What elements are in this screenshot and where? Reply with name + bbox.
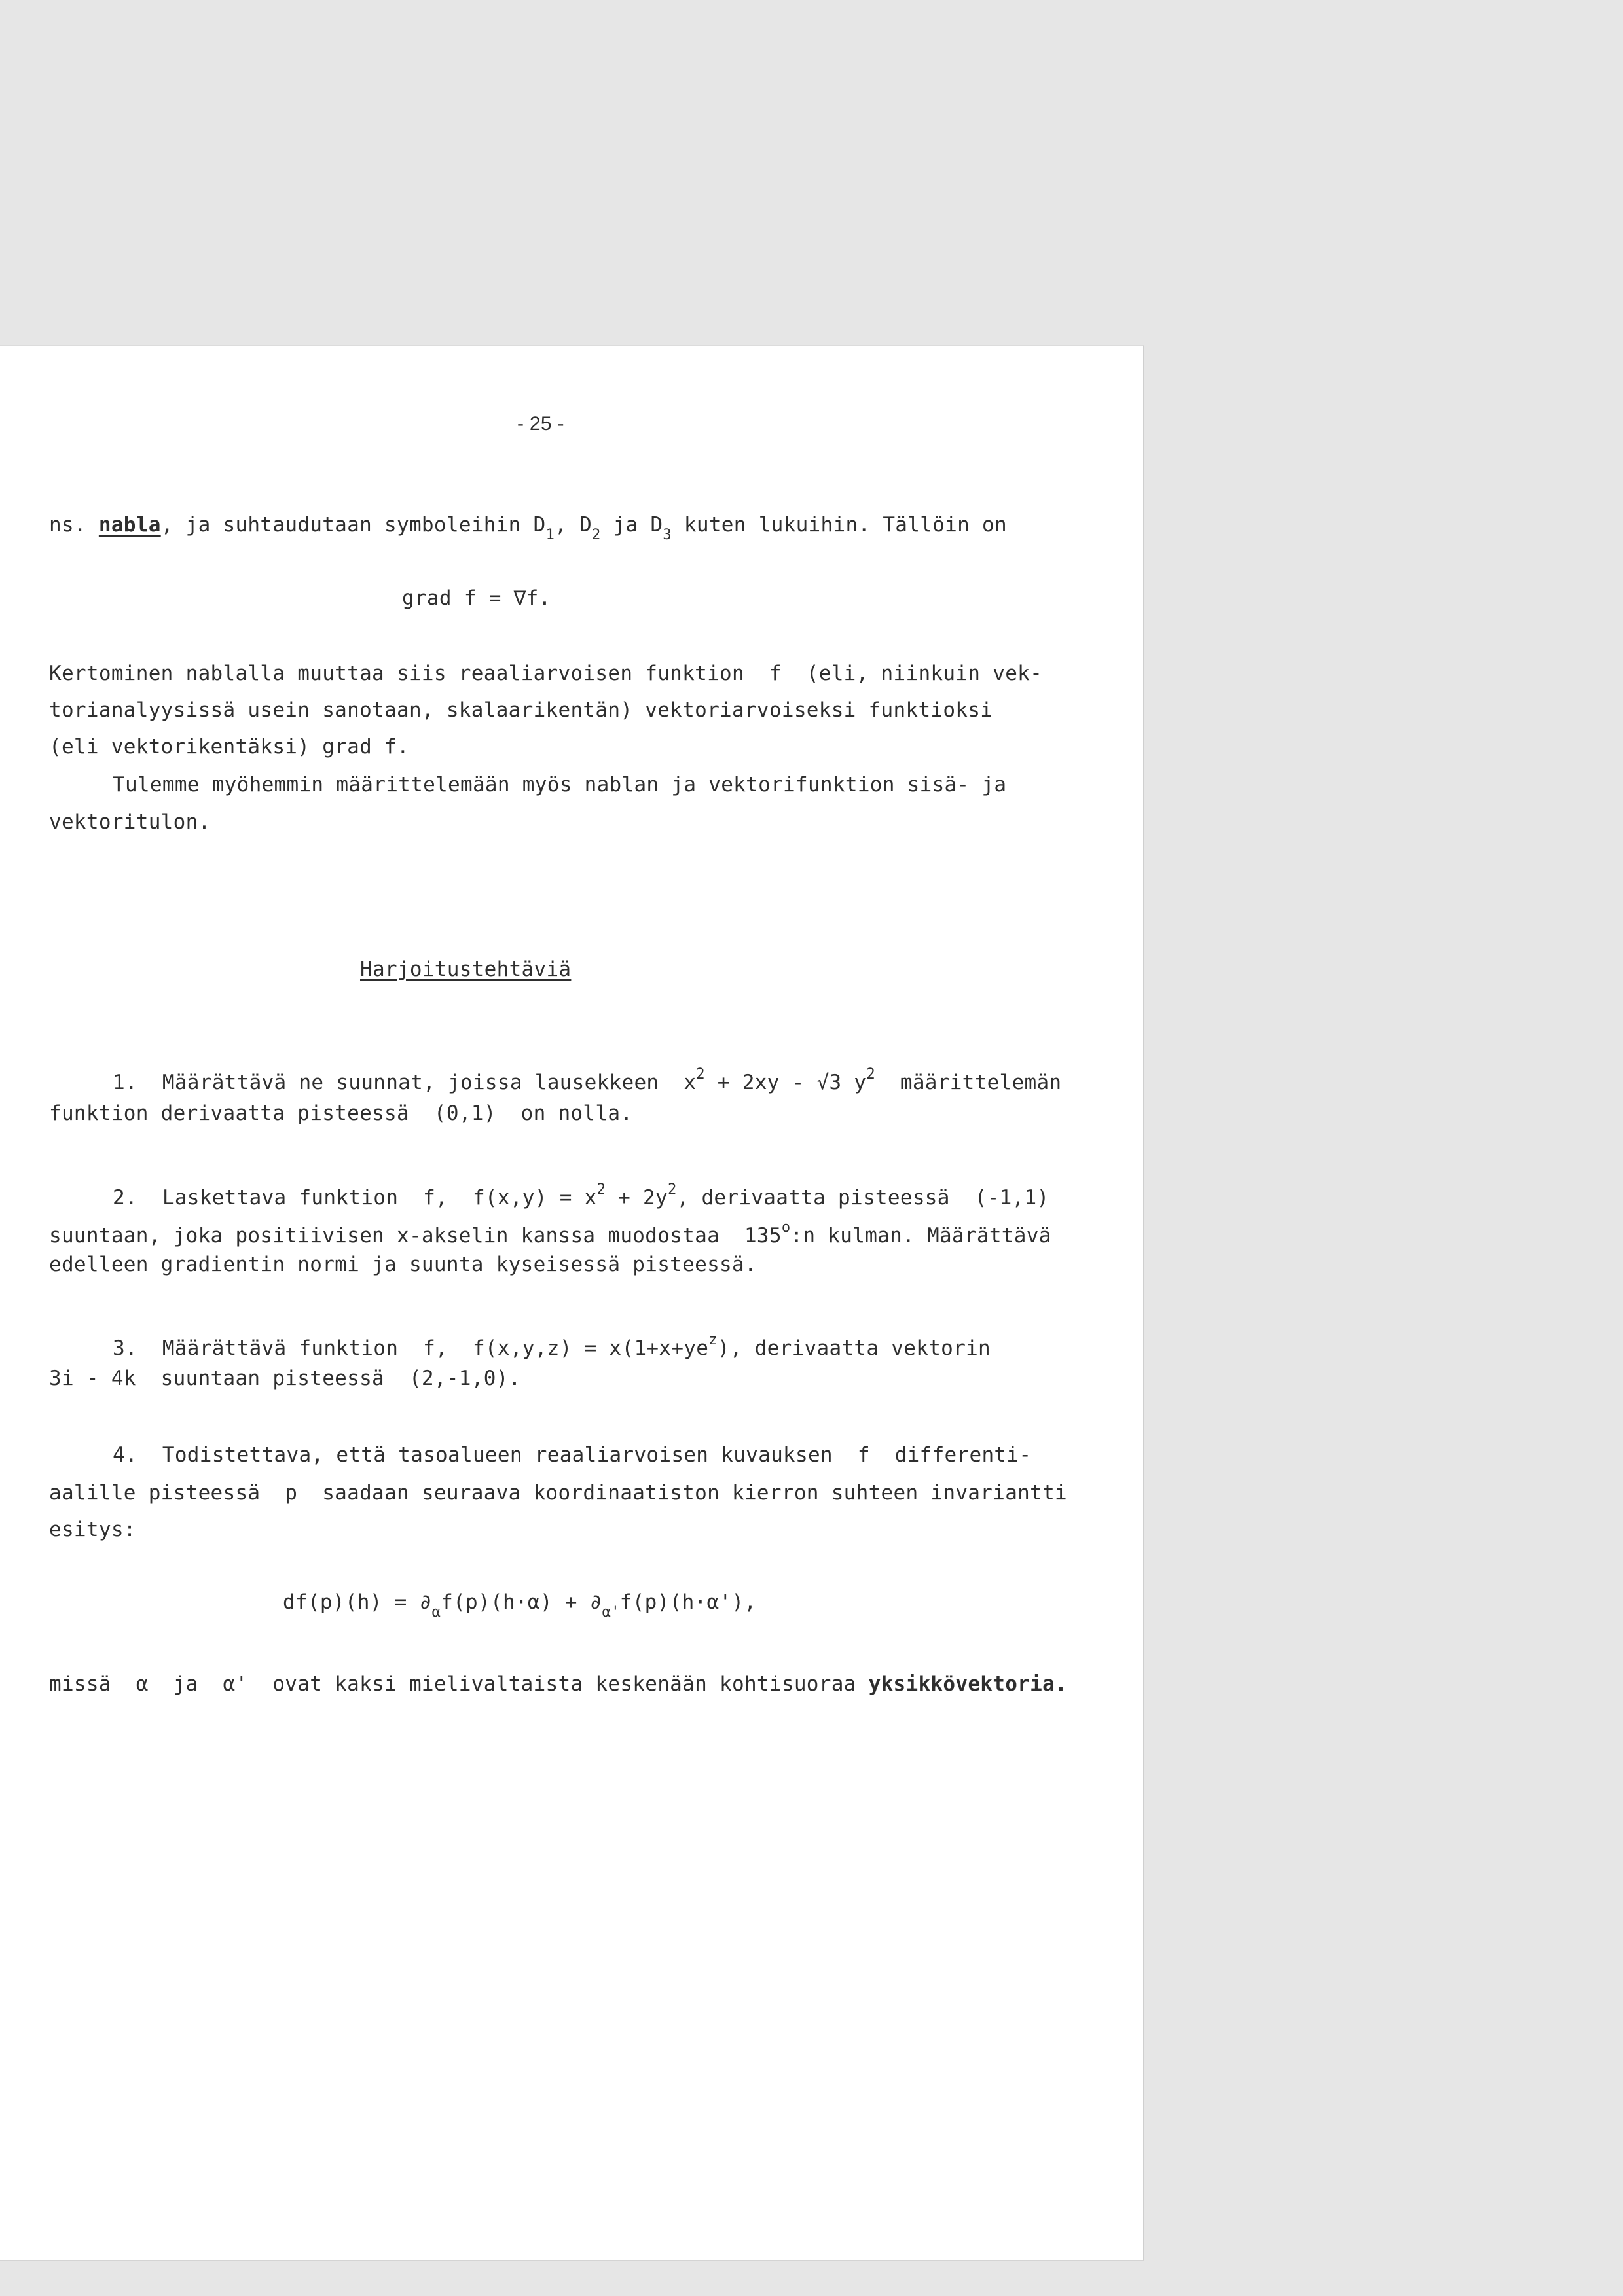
exercise-4-line-1: 4. Todistettava, että tasoalueen reaaliarvoisen kuvauksen f differenti- [113, 1443, 1032, 1467]
ex1-text-a: 1. Määrättävä ne suunnat, joissa lausekkeen x [113, 1071, 697, 1094]
exercise-3-line-2: 3i - 4k suuntaan pisteessä (2,-1,0). [49, 1367, 521, 1390]
exercise-3-line-1 [113, 1329, 991, 1360]
ex2-text-a: 2. Laskettava funktion f, f(x,y) = x [113, 1186, 597, 1210]
grad-equation: grad f = ∇f. [402, 586, 551, 610]
exercise-4-line-2: aalille pisteessä p saadaan seuraava koordinaatiston kierron suhteen invariantti [49, 1481, 1068, 1505]
formula-text-a: df(p)(h) = ∂ [283, 1590, 432, 1614]
intro-p2-line-3: (eli vektorikentäksi) grad f. [49, 735, 409, 759]
exercise-2-line-2 [49, 1216, 1051, 1247]
subscript-2: 2 [592, 527, 601, 543]
ex3-text-a: 3. Määrättävä funktion f, f(x,y,z) = x(1+x+ye [113, 1336, 709, 1360]
separator: , [555, 513, 580, 537]
formula-sub-alpha: α [431, 1604, 441, 1621]
ex3-text-b: ), derivaatta vektorin [717, 1336, 991, 1360]
ex1-text-c: määrittelemän [875, 1071, 1062, 1094]
exercise-1-line-1 [113, 1063, 1061, 1094]
ex2-sup-b: 2 [667, 1181, 677, 1198]
differential-formula [283, 1590, 756, 1624]
exercise-4-line-3: esitys: [49, 1518, 136, 1541]
intro-line-1 [49, 513, 1007, 547]
exercise-2-line-3: edelleen gradientin normi ja suunta kyseisessä pisteessä. [49, 1253, 757, 1276]
text-middle: , ja suhtaudutaan symboleihin [160, 513, 534, 537]
ex2-l2-text-a: suuntaan, joka positiivisen x-akselin kanssa muodostaa 135 [49, 1224, 782, 1247]
ex2-text-b: + 2y [606, 1186, 668, 1210]
paper-sheet [0, 345, 1144, 2261]
exercise-2-line-1 [113, 1178, 1049, 1210]
formula-text-b: f(p)(h·α) + ∂ [441, 1590, 602, 1614]
subscript-3: 3 [663, 527, 672, 543]
conjunction: ja [600, 513, 651, 537]
ex1-sup-a: 2 [696, 1066, 705, 1083]
ex3-sup: z [708, 1332, 718, 1348]
ex1-sup-b: 2 [866, 1066, 875, 1083]
last-line-text: missä α ja α' ovat kaksi mielivaltaista keskenään kohtisuoraa [49, 1672, 869, 1696]
symbol-d2: D [579, 513, 593, 537]
exercise-4-last-line [49, 1672, 1067, 1696]
formula-text-c: f(p)(h·α'), [619, 1590, 757, 1614]
formula-sub-alpha-prime: α' [602, 1604, 620, 1621]
intro-p2-line-2: torianalyysissä usein sanotaan, skalaarikentän) vektoriarvoiseksi funktioksi [49, 698, 993, 722]
subscript-1: 1 [545, 527, 555, 543]
symbol-d1: D [533, 513, 546, 537]
nabla-term: nabla [98, 513, 161, 537]
section-title: Harjoitustehtäviä [360, 958, 572, 981]
last-line-bold: yksikkövektoria. [868, 1672, 1068, 1696]
ex2-sup-a: 2 [596, 1181, 606, 1198]
degree-sup: o [781, 1219, 791, 1236]
intro-p3-line-1: Tulemme myöhemmin määrittelemään myös nablan ja vektorifunktion sisä- ja [113, 773, 1007, 797]
ex1-text-b: + 2xy - √3 y [704, 1071, 867, 1094]
exercise-1-line-2: funktion derivaatta pisteessä (0,1) on nolla. [49, 1102, 633, 1125]
text-end: kuten lukuihin. Tällöin on [671, 513, 1007, 537]
symbol-d3: D [650, 513, 663, 537]
ex2-text-c: , derivaatta pisteessä (-1,1) [676, 1186, 1049, 1210]
text-prefix: ns. [49, 513, 99, 537]
intro-p3-line-2: vektoritulon. [49, 810, 211, 834]
ex2-l2-text-b: :n kulman. Määrättävä [790, 1224, 1051, 1247]
page-number: - 25 - [517, 413, 564, 435]
intro-p2-line-1: Kertominen nablalla muuttaa siis reaaliarvoisen funktion f (eli, niinkuin vek- [49, 662, 1043, 685]
